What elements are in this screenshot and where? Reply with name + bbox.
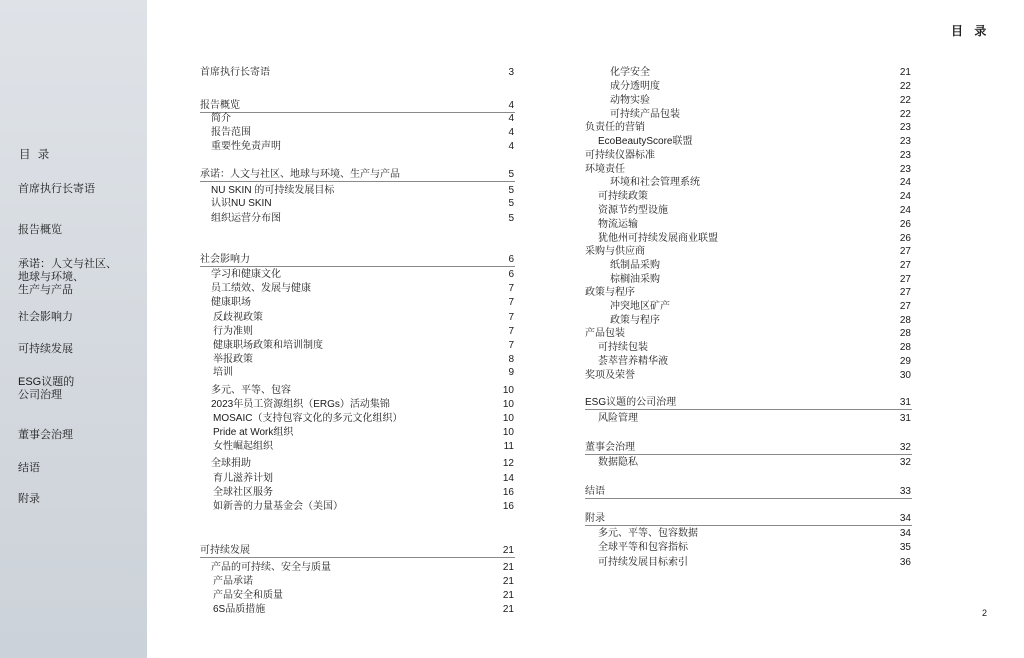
- sidebar-item-label: 承诺：人文与社区、: [18, 258, 117, 270]
- toc-entry[interactable]: [200, 472, 515, 485]
- toc-entry[interactable]: [585, 556, 912, 569]
- toc-entry[interactable]: [585, 163, 912, 176]
- toc-entry-page: 7: [508, 340, 514, 351]
- toc-entry-title: 2023年员工资源组织（ERGs）活动集锦: [211, 399, 390, 410]
- toc-entry[interactable]: [200, 440, 515, 453]
- toc-entry[interactable]: [200, 212, 515, 225]
- toc-entry[interactable]: [585, 176, 912, 189]
- toc-entry-title: 政策与程序: [585, 287, 635, 298]
- toc-entry-page: 6: [508, 254, 514, 265]
- toc-entry-title: 环境和社会管理系统: [610, 177, 700, 188]
- toc-entry-title: 健康职场政策和培训制度: [213, 340, 323, 351]
- toc-entry[interactable]: [585, 121, 912, 134]
- toc-entry-page: 4: [508, 113, 514, 124]
- toc-entry-page: 22: [899, 81, 911, 92]
- toc-entry-page: 12: [502, 458, 514, 469]
- toc-entry[interactable]: [200, 412, 515, 425]
- toc-entry-title: 员工绩效、发展与健康: [211, 283, 311, 294]
- toc-entry-page: 3: [508, 67, 514, 78]
- toc-entry-title: 政策与程序: [610, 315, 660, 326]
- toc-entry[interactable]: [585, 541, 912, 554]
- toc-entry-page: 9: [508, 367, 514, 378]
- sidebar-item[interactable]: [18, 224, 62, 237]
- toc-entry-page: 31: [899, 413, 911, 424]
- toc-entry[interactable]: [200, 126, 515, 139]
- toc-entry-page: 27: [899, 301, 911, 312]
- toc-entry-title: 全球社区服务: [213, 487, 273, 498]
- toc-entry-page: 27: [899, 260, 911, 271]
- toc-entry-title: 董事会治理: [585, 442, 635, 453]
- toc-entry-page: 7: [508, 312, 514, 323]
- toc-entry[interactable]: [200, 366, 515, 379]
- toc-entry[interactable]: [200, 339, 515, 352]
- toc-entry[interactable]: [585, 66, 912, 79]
- toc-entry-title: 数据隐私: [598, 457, 638, 468]
- toc-entry-title: 报告概览: [200, 100, 240, 111]
- toc-entry[interactable]: [585, 273, 912, 286]
- toc-entry[interactable]: [200, 500, 515, 513]
- toc-entry-page: 23: [899, 136, 911, 147]
- sidebar-item-label: 报告概览: [18, 224, 62, 236]
- toc-entry-page: 8: [508, 354, 514, 365]
- toc-entry-title: 纸制品采购: [610, 260, 660, 271]
- toc-entry[interactable]: [585, 341, 912, 354]
- toc-entry[interactable]: [200, 282, 515, 295]
- toc-entry[interactable]: [200, 353, 515, 366]
- toc-entry[interactable]: [200, 575, 515, 588]
- toc-entry-page: 16: [502, 501, 514, 512]
- sidebar-item[interactable]: [18, 376, 74, 402]
- toc-entry[interactable]: [200, 426, 515, 439]
- toc-entry-page: 4: [508, 100, 514, 111]
- toc-entry-page: 21: [502, 576, 514, 587]
- toc-entry-page: 32: [899, 457, 911, 468]
- toc-entry-page: 28: [899, 342, 911, 353]
- toc-entry-title: 简介: [211, 113, 231, 124]
- toc-entry[interactable]: [585, 218, 912, 231]
- toc-entry-page: 22: [899, 109, 911, 120]
- toc-entry-page: 31: [899, 397, 911, 408]
- toc-entry[interactable]: [585, 149, 912, 162]
- toc-entry-title: 附录: [585, 513, 605, 524]
- toc-entry-page: 5: [508, 213, 514, 224]
- sidebar-item-label: 公司治理: [18, 389, 62, 401]
- toc-entry-title: 资源节约型设施: [598, 205, 668, 216]
- toc-entry[interactable]: [585, 259, 912, 272]
- toc-entry-title: 全球捐助: [211, 458, 251, 469]
- toc-entry-page: 21: [502, 545, 514, 556]
- toc-entry-page: 36: [899, 557, 911, 568]
- toc-entry-title: 可持续发展目标索引: [598, 557, 688, 568]
- toc-entry-page: 34: [899, 513, 911, 524]
- sidebar-item-label: 地球与环境、: [18, 271, 84, 283]
- toc-entry-title: 多元、平等、包容数据: [598, 528, 698, 539]
- toc-entry[interactable]: [585, 94, 912, 107]
- toc-entry-title: 女性崛起组织: [213, 441, 273, 452]
- toc-entry-page: 33: [899, 486, 911, 497]
- toc-entry-page: 11: [503, 441, 514, 452]
- sidebar-item-label: 可持续发展: [18, 343, 73, 355]
- toc-entry[interactable]: [585, 369, 912, 382]
- toc-entry[interactable]: [585, 355, 912, 368]
- toc-entry[interactable]: [200, 168, 515, 182]
- toc-entry[interactable]: [585, 108, 912, 121]
- toc-entry-title: 负责任的营销: [585, 122, 645, 133]
- toc-entry-title: 采购与供应商: [585, 246, 645, 257]
- toc-entry[interactable]: [200, 486, 515, 499]
- sidebar-title: 目 录: [19, 149, 52, 161]
- sidebar-item-label: 附录: [18, 493, 40, 505]
- toc-entry-page: 24: [899, 177, 911, 188]
- toc-entry-title: 棕榈油采购: [610, 274, 660, 285]
- toc-entry-page: 26: [899, 219, 911, 230]
- toc-entry-title: 行为准则: [213, 326, 253, 337]
- toc-entry-title: 物流运输: [598, 219, 638, 230]
- toc-entry-page: 24: [899, 205, 911, 216]
- toc-entry-title: 组织运营分布图: [211, 213, 281, 224]
- toc-entry-page: 10: [502, 413, 514, 424]
- toc-entry[interactable]: [585, 512, 912, 526]
- toc-entry[interactable]: [585, 286, 912, 299]
- toc-entry[interactable]: [585, 314, 912, 327]
- toc-entry-page: 21: [899, 67, 911, 78]
- toc-entry[interactable]: [585, 396, 912, 410]
- toc-entry-page: 21: [502, 562, 514, 573]
- toc-entry-title: 冲突地区矿产: [610, 301, 670, 312]
- toc-entry-page: 6: [508, 269, 514, 280]
- toc-entry-page: 16: [502, 487, 514, 498]
- toc-entry-title: MOSAIC（支持包容文化的多元文化组织）: [213, 413, 403, 424]
- toc-entry[interactable]: [585, 327, 912, 340]
- toc-entry[interactable]: [200, 544, 515, 558]
- toc-entry-title: 承诺：人文与社区、地球与环境、生产与产品: [200, 169, 400, 180]
- toc-entry-title: 产品的可持续、安全与质量: [211, 562, 331, 573]
- toc-entry-title: 全球平等和包容指标: [598, 542, 688, 553]
- toc-entry[interactable]: [200, 325, 515, 338]
- toc-entry-page: 26: [899, 233, 911, 244]
- toc-entry-title: EcoBeautyScore联盟: [598, 136, 693, 147]
- toc-entry-page: 21: [502, 604, 514, 615]
- toc-entry[interactable]: [200, 457, 515, 470]
- sidebar-item[interactable]: [18, 462, 40, 475]
- toc-entry[interactable]: [200, 112, 515, 125]
- toc-entry[interactable]: [585, 80, 912, 93]
- toc-entry[interactable]: [200, 66, 515, 79]
- toc-entry-page: 4: [508, 127, 514, 138]
- toc-entry-title: 风险管理: [598, 413, 638, 424]
- toc-entry-page: 23: [899, 122, 911, 133]
- toc-entry-page: 10: [502, 427, 514, 438]
- toc-entry-page: 27: [899, 274, 911, 285]
- toc-entry-page: 22: [899, 95, 911, 106]
- toc-entry-title: 反歧视政策: [213, 312, 263, 323]
- toc-entry-title: 举报政策: [213, 354, 253, 365]
- toc-entry-title: 奖项及荣誉: [585, 370, 635, 381]
- toc-entry-page: 7: [508, 326, 514, 337]
- toc-entry[interactable]: [200, 603, 515, 616]
- toc-entry-title: 结语: [585, 486, 605, 497]
- toc-entry-title: 可持续政策: [598, 191, 648, 202]
- toc-entry[interactable]: [585, 232, 912, 245]
- toc-entry-title: 环境责任: [585, 164, 625, 175]
- toc-entry-page: 10: [502, 385, 514, 396]
- toc-entry-title: 社会影响力: [200, 254, 250, 265]
- sidebar-item-label: 结语: [18, 462, 40, 474]
- toc-entry-page: 27: [899, 246, 911, 257]
- toc-entry-title: 成分透明度: [610, 81, 660, 92]
- toc-entry-title: 可持续包装: [598, 342, 648, 353]
- toc-entry-page: 7: [508, 283, 514, 294]
- sidebar-item-label: 首席执行长寄语: [18, 183, 95, 195]
- toc-entry-title: 重要性免责声明: [211, 141, 281, 152]
- toc-entry-title: 育儿滋养计划: [213, 473, 273, 484]
- toc-entry-page: 21: [502, 590, 514, 601]
- toc-entry-title: 产品包装: [585, 328, 625, 339]
- toc-entry-title: 培训: [213, 367, 233, 378]
- toc-entry[interactable]: [585, 204, 912, 217]
- toc-entry-page: 10: [502, 399, 514, 410]
- toc-entry-title: 如新善的力量基金会（美国）: [213, 501, 343, 512]
- toc-entry[interactable]: [200, 197, 515, 210]
- toc-entry-page: 27: [899, 287, 911, 298]
- sidebar-item[interactable]: [18, 183, 95, 196]
- toc-entry-page: 7: [508, 297, 514, 308]
- toc-entry-title: ESG议题的公司治理: [585, 397, 677, 408]
- sidebar-item-label: 社会影响力: [18, 311, 73, 323]
- toc-entry-title: 产品安全和质量: [213, 590, 283, 601]
- toc-entry[interactable]: [200, 99, 515, 113]
- toc-entry-page: 28: [899, 315, 911, 326]
- toc-entry-title: 6S品质措施: [213, 604, 266, 615]
- toc-entry[interactable]: [200, 311, 515, 324]
- toc-entry[interactable]: [200, 184, 515, 197]
- toc-entry-page: 30: [899, 370, 911, 381]
- sidebar-item[interactable]: [18, 429, 73, 442]
- toc-entry-title: 化学安全: [610, 67, 650, 78]
- page-title: 目 录: [951, 24, 991, 38]
- toc-entry-title: 动物实验: [610, 95, 650, 106]
- toc-entry-title: 可持续产品包装: [610, 109, 680, 120]
- toc-entry-page: 29: [899, 356, 911, 367]
- toc-entry-page: 5: [508, 185, 514, 196]
- toc-entry[interactable]: [585, 527, 912, 540]
- toc-entry-title: 犹他州可持续发展商业联盟: [598, 233, 718, 244]
- sidebar-item[interactable]: [18, 311, 73, 324]
- toc-entry-page: 35: [899, 542, 911, 553]
- toc-entry[interactable]: [585, 412, 912, 425]
- toc-entry[interactable]: [200, 268, 515, 281]
- sidebar-item-label: ESG议题的: [18, 376, 75, 388]
- toc-entry-page: 5: [508, 169, 514, 180]
- toc-entry-title: 可持续发展: [200, 545, 250, 556]
- toc-entry-title: 产品承诺: [213, 576, 253, 587]
- toc-entry[interactable]: [200, 253, 515, 267]
- toc-entry[interactable]: [585, 300, 912, 313]
- toc-entry-title: 首席执行长寄语: [200, 67, 270, 78]
- toc-entry[interactable]: [200, 589, 515, 602]
- sidebar-item[interactable]: [18, 258, 117, 297]
- toc-entry-page: 34: [899, 528, 911, 539]
- toc-entry-title: 健康职场: [211, 297, 251, 308]
- toc-entry-title: Pride at Work组织: [213, 427, 294, 438]
- toc-entry-page: 32: [899, 442, 911, 453]
- sidebar-item[interactable]: [18, 493, 40, 506]
- sidebar-item-label: 生产与产品: [18, 284, 73, 296]
- toc-entry-page: 5: [508, 198, 514, 209]
- toc-entry[interactable]: [200, 398, 515, 411]
- toc-entry[interactable]: [585, 135, 912, 148]
- toc-entry-title: 报告范围: [211, 127, 251, 138]
- toc-entry-page: 23: [899, 164, 911, 175]
- toc-entry-title: 学习和健康文化: [211, 269, 281, 280]
- sidebar-item[interactable]: [18, 343, 73, 356]
- toc-entry-title: 荟萃营养精华液: [598, 356, 668, 367]
- toc-entry-title: NU SKIN 的可持续发展目标: [211, 185, 335, 196]
- toc-entry[interactable]: [585, 190, 912, 203]
- toc-entry[interactable]: [200, 384, 515, 397]
- toc-entry[interactable]: [585, 485, 912, 499]
- page-number: 2: [982, 608, 988, 618]
- toc-entry[interactable]: [585, 245, 912, 258]
- toc-entry[interactable]: [200, 296, 515, 309]
- toc-entry[interactable]: [200, 140, 515, 153]
- toc-entry[interactable]: [585, 441, 912, 455]
- sidebar-item-label: 董事会治理: [18, 429, 73, 441]
- sidebar: [0, 0, 147, 658]
- toc-entry-title: 可持续仪器标准: [585, 150, 655, 161]
- toc-entry-title: 多元、平等、包容: [211, 385, 291, 396]
- toc-entry-page: 24: [899, 191, 911, 202]
- toc-entry-page: 4: [508, 141, 514, 152]
- toc-entry-page: 14: [502, 473, 514, 484]
- toc-entry[interactable]: [200, 561, 515, 574]
- toc-entry-page: 28: [899, 328, 911, 339]
- toc-entry-title: 认识NU SKIN: [211, 198, 272, 209]
- toc-entry[interactable]: [585, 456, 912, 469]
- toc-entry-page: 23: [899, 150, 911, 161]
